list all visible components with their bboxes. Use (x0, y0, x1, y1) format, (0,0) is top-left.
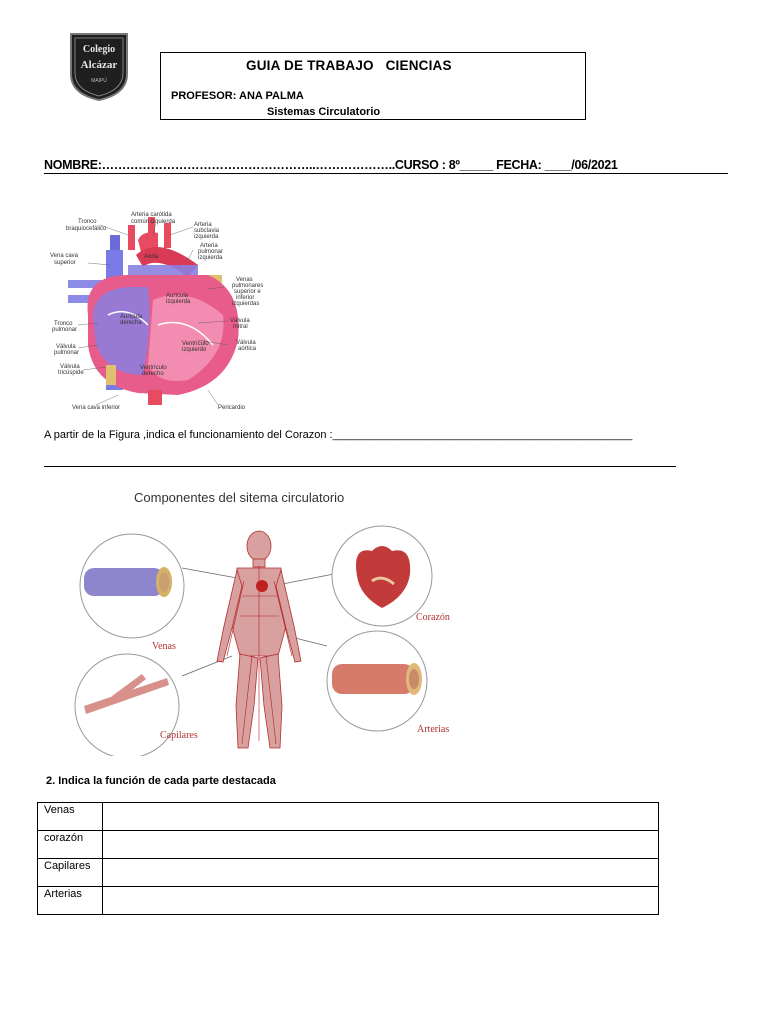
svg-text:Colegio: Colegio (82, 44, 116, 55)
worksheet-title: GUIA DE TRABAJO CIENCIAS (246, 58, 452, 73)
label-ventriculo-izq-1: Ventrículo (182, 341, 209, 347)
label-pulmonar-1: Arteria (200, 243, 218, 249)
heart-mark (256, 580, 268, 592)
student-info-line: NOMBRE:……………………………………………..………………..CURSO : 8º_____ FECHA: ____/06/2021 (44, 158, 728, 174)
question-1: A partir de la Figura ,indica el funcionamiento del Corazon :_________________________________________________ (44, 429, 633, 441)
label-venas-pulm-1: Venas (236, 277, 253, 283)
answer-cell[interactable] (103, 859, 659, 887)
professor-label: PROFESOR: ANA PALMA (171, 90, 304, 102)
label-tronco-pulm-1: Tronco (54, 321, 73, 327)
answer-line (44, 466, 676, 467)
table-row (38, 803, 659, 831)
answer-cell[interactable] (103, 831, 659, 859)
label-auricula-izq-2: izquierda (166, 299, 191, 305)
heart-diagram (48, 205, 273, 417)
label-venas-pulm-4: inferior (236, 295, 255, 301)
label-tronco-pulm-2: pulmonar (52, 327, 78, 333)
label-subclavia-2: subclavia (194, 228, 220, 234)
label-venas-pulm-2: pulmonares (232, 283, 264, 289)
header-box (160, 52, 586, 120)
label-carotida-2: común izquierda (131, 219, 176, 225)
label-tronco-braquio-2: braquiocefálico (66, 226, 107, 232)
label-ventriculo-der-2: derecho (142, 371, 164, 377)
label-corazon: Corazón (416, 612, 450, 623)
row-label: Capilares (38, 859, 103, 887)
school-logo (67, 30, 131, 102)
label-venas-pulm-3: superior e (234, 289, 261, 295)
label-vena-cava-inf: Vena cava inferior (72, 405, 121, 411)
svg-text:MAIPÚ: MAIPÚ (91, 78, 107, 84)
row-label: Venas (38, 803, 103, 831)
answer-cell[interactable] (103, 803, 659, 831)
figure-title: Componentes del sitema circulatorio (134, 490, 345, 505)
label-capilares: Capilares (160, 730, 198, 741)
answer-cell[interactable] (103, 887, 659, 915)
answer-table (37, 802, 659, 915)
label-arterias: Arterias (417, 724, 450, 735)
label-subclavia-3: izquierda (194, 234, 219, 240)
label-valvula-mitral-1: Válvula (230, 318, 250, 324)
label-pericardio: Pericardio (218, 405, 246, 411)
label-vena-cava-sup-2: superior (54, 260, 76, 266)
row-label: corazón (38, 831, 103, 859)
table-row (38, 887, 659, 915)
label-pulmonar-3: izquierda (198, 255, 223, 261)
label-tricuspide-1: Válvula (60, 364, 80, 370)
label-tronco-braquio-1: Tronco (78, 219, 97, 225)
label-valvula-aortica-1: Válvula (236, 340, 256, 346)
label-valvula-mitral-2: mitral (233, 324, 248, 330)
label-vena-cava-sup-1: Vena cava (50, 253, 79, 259)
circulatory-diagram (72, 486, 462, 756)
label-venas: Venas (152, 641, 176, 652)
label-valvula-pulm-1: Válvula (56, 344, 76, 350)
label-ventriculo-izq-2: izquierdo (182, 347, 207, 353)
label-pulmonar-2: pulmonar (198, 249, 224, 255)
subject-label: Sistemas Circulatorio (267, 106, 381, 118)
label-auricula-izq-1: Aurícula (166, 293, 189, 299)
question-2: 2. Indica la función de cada parte destacada (46, 775, 276, 787)
label-carotida-1: Arteria carótida (131, 212, 172, 218)
label-valvula-pulm-2: pulmonar (54, 350, 80, 356)
label-tricuspide-2: tricúspide (58, 370, 84, 376)
table-row (38, 859, 659, 887)
label-valvula-aortica-2: aórtica (238, 346, 257, 352)
label-auricula-der-2: derecha (120, 320, 142, 326)
label-venas-pulm-5: izquierdas (232, 301, 260, 307)
svg-text:Alcázar: Alcázar (80, 59, 118, 71)
table-row (38, 831, 659, 859)
row-label: Arterias (38, 887, 103, 915)
label-ventriculo-der-1: Ventrículo (140, 365, 167, 371)
label-aorta: Aorta (144, 254, 159, 260)
label-auricula-der-1: Aurícula (120, 314, 143, 320)
label-subclavia-1: Arteria (194, 222, 212, 228)
